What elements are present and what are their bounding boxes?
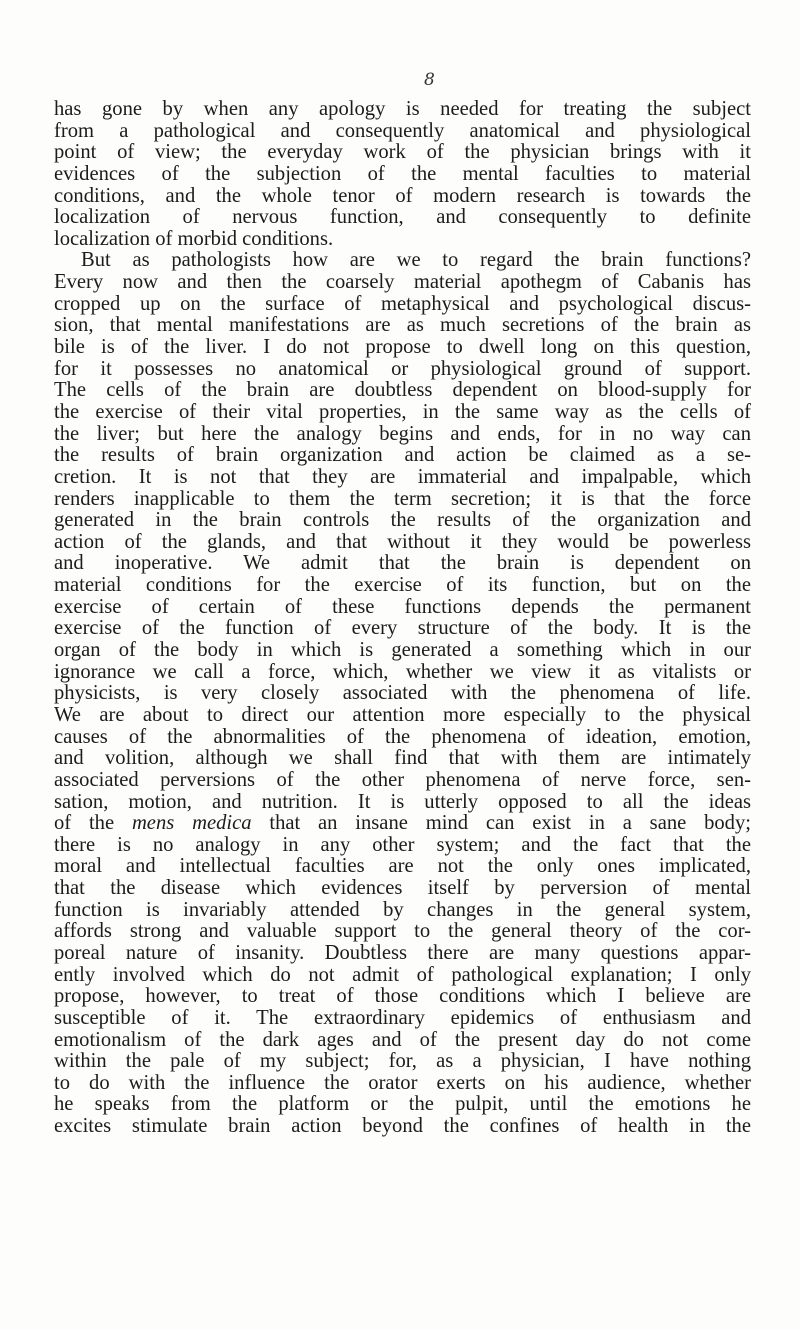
line-tail: that an insane mind can exist in a sane body; [251,812,751,835]
text-line: exercise of certain of these functions depends the permanent [54,595,751,618]
text-line: to do with the influence the orator exerts on his audience, whether [54,1071,751,1094]
text-line: he speaks from the platform or the pulpit, until the emotions he [54,1093,751,1116]
text-line: Every now and then the coarsely material apothegm of Cabanis has [54,271,751,294]
text-line: ignorance we call a force, which, whether we view it as vitalists or [54,660,751,683]
text-line: conditions, and the whole tenor of modern research is towards the [54,184,751,207]
text-line: renders inapplicable to them the term secretion; it is that the force [54,487,751,510]
text-line: causes of the abnormalities of the phenomena of ideation, emotion, [54,725,751,748]
text-line: We are about to direct our attention more especially to the physical [54,703,751,726]
text-line: function is invariably attended by changes in the general system, [54,898,751,921]
text-line: and inoperative. We admit that the brain is dependent on [54,552,751,575]
body-text [54,99,751,1138]
italic-phrase: mens medica [131,812,252,835]
text-line: exercise of the function of every structure of the body. It is the [54,617,751,640]
text-line: the liver; but here the analogy begins and ends, for in no way can [54,422,751,445]
text-line: and volition, although we shall find that with them are intimately [54,747,751,770]
text-line: poreal nature of insanity. Doubtless there are many questions appar- [54,941,751,964]
text-line: susceptible of it. The extraordinary epidemics of enthusiasm and [54,1006,751,1029]
text-line: within the pale of my subject; for, as a physician, I have nothing [54,1050,751,1073]
text-line: sation, motion, and nutrition. It is utterly opposed to all the ideas [54,790,751,813]
text-line: the exercise of their vital properties, in the same way as the cells of [54,400,751,423]
text-line: sion, that mental manifestations are as much secretions of the brain as [54,314,751,337]
text-line: But as pathologists how are we to regard the brain functions? [81,249,751,272]
text-line: The cells of the brain are doubtless dependent on blood-supply for [54,379,751,402]
text-line: evidences of the subjection of the mental faculties to material [54,162,751,185]
paragraph-1 [54,99,751,250]
text-line: excites stimulate brain action beyond the confines of health in the [54,1115,751,1138]
text-line: cropped up on the surface of metaphysical and psychological discus- [54,292,751,315]
line-head: of the [54,812,132,835]
text-line: moral and intellectual faculties are not the only ones implicated, [54,855,751,878]
text-line: affords strong and valuable support to the general theory of the cor- [54,920,751,943]
text-line: cretion. It is not that they are immaterial and impalpable, which [54,465,751,488]
text-line: localization of morbid conditions. [54,227,334,250]
text-line: associated perversions of the other phenomena of nerve force, sen- [54,768,751,791]
text-line: emotionalism of the dark ages and of the present day do not come [54,1028,751,1051]
text-line: that the disease which evidences itself by perversion of mental [54,877,751,900]
text-line: organ of the body in which is generated a something which in our [54,639,751,662]
text-line: has gone by when any apology is needed for treating the subject [54,98,751,120]
text-line: bile is of the liver. I do not propose to dwell long on this question, [54,336,751,359]
text-line: action of the glands, and that without it they would be powerless [54,530,751,553]
text-line: localization of nervous function, and consequently to definite [54,206,751,229]
text-line: material conditions for the exercise of its function, but on the [54,574,751,597]
text-line: generated in the brain controls the results of the organization and [54,509,751,532]
text-line: there is no analogy in any other system; and the fact that the [54,833,751,856]
text-line: from a pathological and consequently anatomical and physiological [54,119,751,142]
text-line: point of view; the everyday work of the physician brings with it [54,141,751,164]
text-line: physicists, is very closely associated with the phenomena of life. [54,682,751,705]
text-line: for it possesses no anatomical or physiological ground of support. [54,357,751,380]
text-line: the results of brain organization and action be claimed as a se- [54,444,751,467]
text-line: ently involved which do not admit of pathological explanation; I only [54,963,751,986]
text-line: propose, however, to treat of those conditions which I believe are [54,985,751,1008]
text-line-with-italic [54,813,751,835]
paragraph-2 [54,250,751,1137]
page-number: 8 [424,70,435,90]
